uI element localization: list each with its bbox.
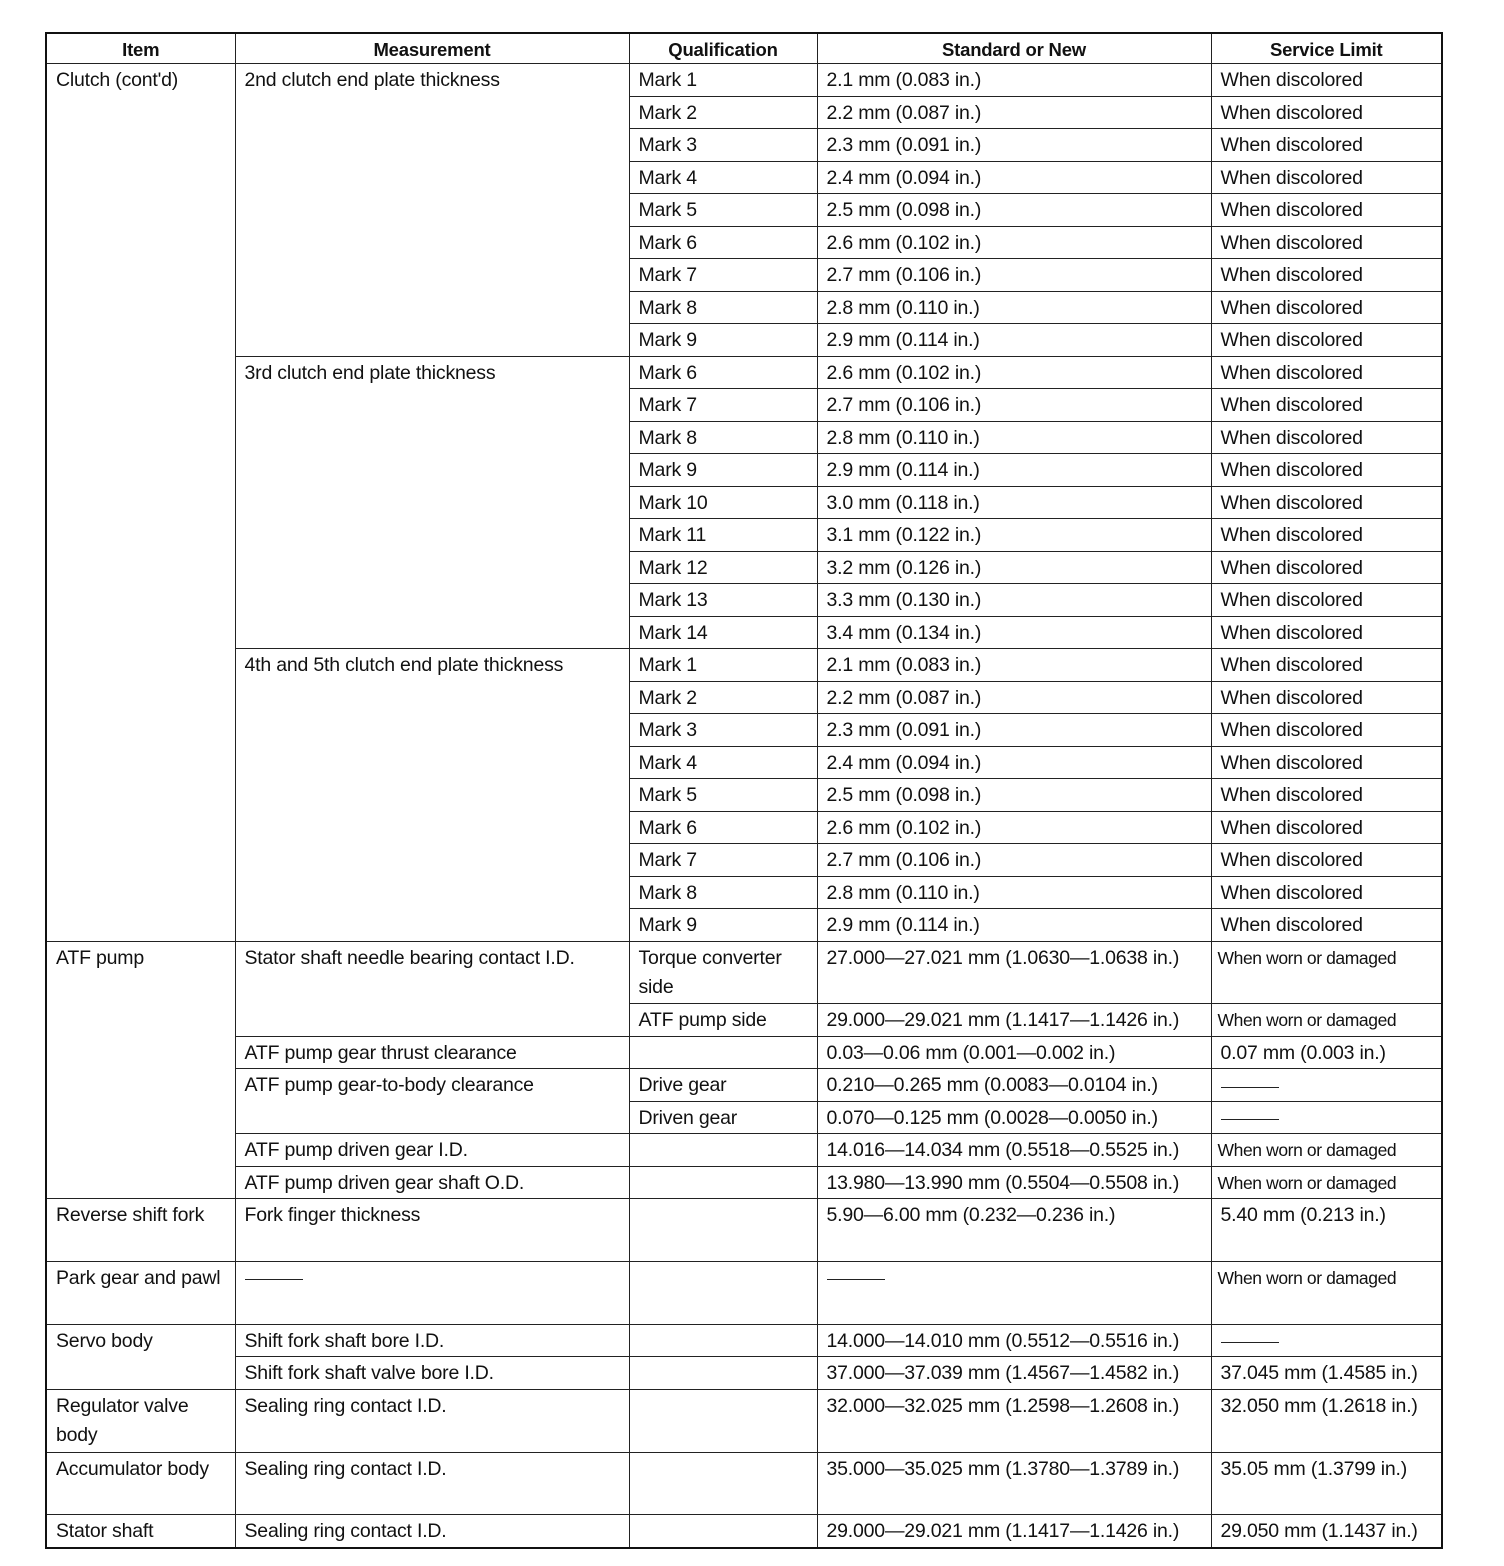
qualification-cell: Mark 5 bbox=[629, 779, 817, 812]
service-limit-cell: When discolored bbox=[1211, 909, 1442, 942]
table-row bbox=[46, 1389, 1442, 1452]
standard-cell: 27.000—27.021 mm (1.0630—1.0638 in.) bbox=[817, 941, 1211, 1004]
service-limit-cell: When worn or damaged bbox=[1211, 1166, 1442, 1199]
table-row bbox=[46, 1134, 1442, 1167]
service-limit-cell: When worn or damaged bbox=[1211, 1134, 1442, 1167]
service-limit-cell: 29.050 mm (1.1437 in.) bbox=[1211, 1515, 1442, 1548]
table-row bbox=[46, 64, 1442, 97]
standard-cell: 0.210—0.265 mm (0.0083—0.0104 in.) bbox=[817, 1069, 1211, 1102]
header-item: Item bbox=[46, 33, 235, 64]
standard-cell: 2.6 mm (0.102 in.) bbox=[817, 356, 1211, 389]
standard-cell: 29.000—29.021 mm (1.1417—1.1426 in.) bbox=[817, 1515, 1211, 1548]
standard-cell bbox=[817, 1262, 1211, 1325]
header-qualification: Qualification bbox=[629, 33, 817, 64]
standard-cell: 3.1 mm (0.122 in.) bbox=[817, 519, 1211, 552]
service-limit-cell: When discolored bbox=[1211, 291, 1442, 324]
item-cell: Stator shaft bbox=[46, 1515, 235, 1548]
service-limit-cell: When discolored bbox=[1211, 194, 1442, 227]
service-limit-cell: When discolored bbox=[1211, 64, 1442, 97]
standard-cell: 0.03—0.06 mm (0.001—0.002 in.) bbox=[817, 1036, 1211, 1069]
qualification-cell: Mark 2 bbox=[629, 96, 817, 129]
service-limit-cell: 5.40 mm (0.213 in.) bbox=[1211, 1199, 1442, 1262]
service-limit-cell: When discolored bbox=[1211, 129, 1442, 162]
qualification-cell bbox=[629, 1036, 817, 1069]
measurement-cell: Sealing ring contact I.D. bbox=[235, 1452, 629, 1515]
standard-cell: 2.8 mm (0.110 in.) bbox=[817, 291, 1211, 324]
standard-cell: 2.9 mm (0.114 in.) bbox=[817, 909, 1211, 942]
header-row bbox=[46, 33, 1442, 64]
service-limit-cell: When discolored bbox=[1211, 551, 1442, 584]
qualification-cell: Mark 7 bbox=[629, 844, 817, 877]
standard-cell: 2.7 mm (0.106 in.) bbox=[817, 844, 1211, 877]
service-limit-cell: When discolored bbox=[1211, 649, 1442, 682]
standard-cell: 35.000—35.025 mm (1.3780—1.3789 in.) bbox=[817, 1452, 1211, 1515]
standard-cell: 0.070—0.125 mm (0.0028—0.0050 in.) bbox=[817, 1101, 1211, 1134]
qualification-cell: Mark 6 bbox=[629, 811, 817, 844]
qualification-cell: Mark 1 bbox=[629, 649, 817, 682]
qualification-cell: Mark 8 bbox=[629, 421, 817, 454]
qualification-cell: Mark 12 bbox=[629, 551, 817, 584]
table-row bbox=[46, 1515, 1442, 1548]
standard-cell: 29.000—29.021 mm (1.1417—1.1426 in.) bbox=[817, 1004, 1211, 1037]
qualification-cell: Mark 7 bbox=[629, 389, 817, 422]
qualification-cell bbox=[629, 1389, 817, 1452]
item-cell: Clutch (cont'd) bbox=[46, 64, 235, 942]
dash-placeholder bbox=[1221, 1087, 1279, 1088]
standard-cell: 2.8 mm (0.110 in.) bbox=[817, 421, 1211, 454]
item-cell: Servo body bbox=[46, 1324, 235, 1389]
service-limit-cell: When discolored bbox=[1211, 161, 1442, 194]
standard-cell: 2.2 mm (0.087 in.) bbox=[817, 96, 1211, 129]
table-row bbox=[46, 1452, 1442, 1515]
service-limit-cell: When discolored bbox=[1211, 779, 1442, 812]
measurement-cell: ATF pump driven gear shaft O.D. bbox=[235, 1166, 629, 1199]
service-limit-cell: When discolored bbox=[1211, 746, 1442, 779]
header-service-limit: Service Limit bbox=[1211, 33, 1442, 64]
standard-cell: 3.3 mm (0.130 in.) bbox=[817, 584, 1211, 617]
standard-cell: 32.000—32.025 mm (1.2598—1.2608 in.) bbox=[817, 1389, 1211, 1452]
service-limit-cell: When discolored bbox=[1211, 519, 1442, 552]
dash-placeholder bbox=[1221, 1342, 1279, 1343]
qualification-cell: Mark 9 bbox=[629, 454, 817, 487]
qualification-cell: ATF pump side bbox=[629, 1004, 817, 1037]
qualification-cell: Mark 14 bbox=[629, 616, 817, 649]
qualification-cell bbox=[629, 1166, 817, 1199]
measurement-cell: Fork finger thickness bbox=[235, 1199, 629, 1262]
standard-cell: 14.016—14.034 mm (0.5518—0.5525 in.) bbox=[817, 1134, 1211, 1167]
measurement-cell: 4th and 5th clutch end plate thickness bbox=[235, 649, 629, 942]
service-limit-cell: When discolored bbox=[1211, 226, 1442, 259]
standard-cell: 2.5 mm (0.098 in.) bbox=[817, 194, 1211, 227]
table-row bbox=[46, 1262, 1442, 1325]
standard-cell: 5.90—6.00 mm (0.232—0.236 in.) bbox=[817, 1199, 1211, 1262]
service-limit-cell: When discolored bbox=[1211, 96, 1442, 129]
service-limit-cell: When discolored bbox=[1211, 324, 1442, 357]
standard-cell: 2.6 mm (0.102 in.) bbox=[817, 226, 1211, 259]
measurement-cell bbox=[235, 1262, 629, 1325]
service-limit-cell: When discolored bbox=[1211, 356, 1442, 389]
qualification-cell: Mark 4 bbox=[629, 746, 817, 779]
qualification-cell: Mark 13 bbox=[629, 584, 817, 617]
item-cell: Reverse shift fork bbox=[46, 1199, 235, 1262]
standard-cell: 2.8 mm (0.110 in.) bbox=[817, 876, 1211, 909]
service-limit-cell: When discolored bbox=[1211, 844, 1442, 877]
standard-cell: 2.2 mm (0.087 in.) bbox=[817, 681, 1211, 714]
service-limit-cell: When discolored bbox=[1211, 389, 1442, 422]
qualification-cell bbox=[629, 1515, 817, 1548]
qualification-cell: Mark 5 bbox=[629, 194, 817, 227]
measurement-cell: Shift fork shaft bore I.D. bbox=[235, 1324, 629, 1357]
item-cell: Park gear and pawl bbox=[46, 1262, 235, 1325]
dash-placeholder bbox=[827, 1279, 885, 1280]
service-limit-cell: 35.05 mm (1.3799 in.) bbox=[1211, 1452, 1442, 1515]
table-row bbox=[46, 1069, 1442, 1102]
service-limit-cell: When discolored bbox=[1211, 681, 1442, 714]
dash-placeholder bbox=[245, 1279, 303, 1280]
table-row bbox=[46, 1324, 1442, 1357]
service-limit-cell: When discolored bbox=[1211, 714, 1442, 747]
standard-cell: 3.0 mm (0.118 in.) bbox=[817, 486, 1211, 519]
service-limit-cell: When discolored bbox=[1211, 811, 1442, 844]
qualification-cell bbox=[629, 1199, 817, 1262]
service-limit-cell: When discolored bbox=[1211, 584, 1442, 617]
standard-cell: 2.7 mm (0.106 in.) bbox=[817, 259, 1211, 292]
qualification-cell: Mark 4 bbox=[629, 161, 817, 194]
qualification-cell: Mark 2 bbox=[629, 681, 817, 714]
table-row bbox=[46, 1166, 1442, 1199]
service-limit-cell: When discolored bbox=[1211, 486, 1442, 519]
qualification-cell: Mark 7 bbox=[629, 259, 817, 292]
standard-cell: 3.2 mm (0.126 in.) bbox=[817, 551, 1211, 584]
service-limit-cell: 0.07 mm (0.003 in.) bbox=[1211, 1036, 1442, 1069]
qualification-cell: Mark 9 bbox=[629, 909, 817, 942]
measurement-cell: ATF pump driven gear I.D. bbox=[235, 1134, 629, 1167]
measurement-cell: Sealing ring contact I.D. bbox=[235, 1515, 629, 1548]
qualification-cell: Mark 10 bbox=[629, 486, 817, 519]
qualification-cell: Mark 11 bbox=[629, 519, 817, 552]
service-limit-cell: When discolored bbox=[1211, 876, 1442, 909]
service-limit-cell bbox=[1211, 1324, 1442, 1357]
item-cell: Accumulator body bbox=[46, 1452, 235, 1515]
qualification-cell bbox=[629, 1324, 817, 1357]
header-measurement: Measurement bbox=[235, 33, 629, 64]
service-limit-cell: When worn or damaged bbox=[1211, 941, 1442, 1004]
table-row bbox=[46, 1036, 1442, 1069]
qualification-cell bbox=[629, 1452, 817, 1515]
standard-cell: 2.9 mm (0.114 in.) bbox=[817, 454, 1211, 487]
table-row bbox=[46, 1357, 1442, 1390]
qualification-cell: Mark 8 bbox=[629, 291, 817, 324]
dash-placeholder bbox=[1221, 1119, 1279, 1120]
qualification-cell bbox=[629, 1134, 817, 1167]
standard-cell: 2.5 mm (0.098 in.) bbox=[817, 779, 1211, 812]
table-row bbox=[46, 941, 1442, 1004]
service-limit-cell: When discolored bbox=[1211, 259, 1442, 292]
measurement-cell: Shift fork shaft valve bore I.D. bbox=[235, 1357, 629, 1390]
table-row bbox=[46, 356, 1442, 389]
measurement-cell: Sealing ring contact I.D. bbox=[235, 1389, 629, 1452]
standard-cell: 2.1 mm (0.083 in.) bbox=[817, 64, 1211, 97]
service-limit-cell: When discolored bbox=[1211, 421, 1442, 454]
header-standard: Standard or New bbox=[817, 33, 1211, 64]
service-limit-cell: When discolored bbox=[1211, 454, 1442, 487]
table-body bbox=[46, 64, 1442, 1548]
standard-cell: 2.4 mm (0.094 in.) bbox=[817, 161, 1211, 194]
standard-cell: 37.000—37.039 mm (1.4567—1.4582 in.) bbox=[817, 1357, 1211, 1390]
standard-cell: 2.6 mm (0.102 in.) bbox=[817, 811, 1211, 844]
service-limit-cell: 32.050 mm (1.2618 in.) bbox=[1211, 1389, 1442, 1452]
qualification-cell: Driven gear bbox=[629, 1101, 817, 1134]
table-row bbox=[46, 1199, 1442, 1262]
qualification-cell: Mark 3 bbox=[629, 129, 817, 162]
measurement-cell: 3rd clutch end plate thickness bbox=[235, 356, 629, 649]
table-row bbox=[46, 649, 1442, 682]
standard-cell: 13.980—13.990 mm (0.5504—0.5508 in.) bbox=[817, 1166, 1211, 1199]
qualification-cell: Mark 8 bbox=[629, 876, 817, 909]
standard-cell: 2.4 mm (0.094 in.) bbox=[817, 746, 1211, 779]
qualification-cell: Torque converter side bbox=[629, 941, 817, 1004]
measurement-cell: ATF pump gear-to-body clearance bbox=[235, 1069, 629, 1134]
measurement-cell: Stator shaft needle bearing contact I.D. bbox=[235, 941, 629, 1036]
standard-cell: 2.3 mm (0.091 in.) bbox=[817, 714, 1211, 747]
standard-cell: 2.3 mm (0.091 in.) bbox=[817, 129, 1211, 162]
qualification-cell: Mark 6 bbox=[629, 356, 817, 389]
item-cell: ATF pump bbox=[46, 941, 235, 1199]
standard-cell: 2.1 mm (0.083 in.) bbox=[817, 649, 1211, 682]
standard-cell: 3.4 mm (0.134 in.) bbox=[817, 616, 1211, 649]
qualification-cell: Drive gear bbox=[629, 1069, 817, 1102]
service-limit-cell: 37.045 mm (1.4585 in.) bbox=[1211, 1357, 1442, 1390]
specifications-table bbox=[45, 32, 1443, 1549]
qualification-cell: Mark 1 bbox=[629, 64, 817, 97]
qualification-cell: Mark 9 bbox=[629, 324, 817, 357]
item-cell: Regulator valve body bbox=[46, 1389, 235, 1452]
qualification-cell: Mark 6 bbox=[629, 226, 817, 259]
service-limit-cell bbox=[1211, 1101, 1442, 1134]
measurement-cell: 2nd clutch end plate thickness bbox=[235, 64, 629, 357]
service-limit-cell: When discolored bbox=[1211, 616, 1442, 649]
service-limit-cell: When worn or damaged bbox=[1211, 1262, 1442, 1325]
standard-cell: 14.000—14.010 mm (0.5512—0.5516 in.) bbox=[817, 1324, 1211, 1357]
qualification-cell: Mark 3 bbox=[629, 714, 817, 747]
standard-cell: 2.9 mm (0.114 in.) bbox=[817, 324, 1211, 357]
service-limit-cell: When worn or damaged bbox=[1211, 1004, 1442, 1037]
service-limit-cell bbox=[1211, 1069, 1442, 1102]
qualification-cell bbox=[629, 1262, 817, 1325]
qualification-cell bbox=[629, 1357, 817, 1390]
measurement-cell: ATF pump gear thrust clearance bbox=[235, 1036, 629, 1069]
standard-cell: 2.7 mm (0.106 in.) bbox=[817, 389, 1211, 422]
